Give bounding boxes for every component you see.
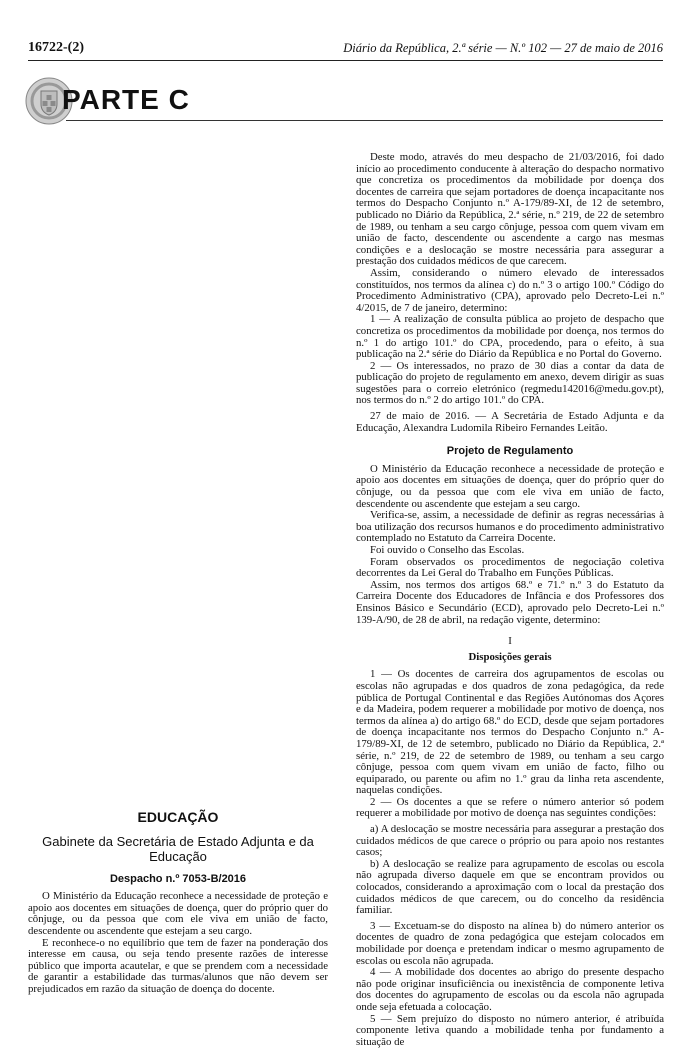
article-subitem: a) A deslocação se mostre necessária para assegurar a prestação dos cuidados médicos de que carece o próprio ou para apoio nos restantes casos; bbox=[356, 823, 664, 859]
running-head: Diário da República, 2.ª série — N.º 102 — 27 de maio de 2016 bbox=[343, 41, 663, 55]
article-paragraph: 4 — A mobilidade dos docentes ao abrigo do presente despacho não pode originar insuficiência ou inexistência de componente letiva dos docentes do agrupamento de escolas ou da escola não agrupada onde seja efetuada a colocação. bbox=[356, 966, 664, 1013]
chapter-title: Disposições gerais bbox=[468, 650, 552, 663]
paragraph: Assim, nos termos dos artigos 68.º e 71.º n.º 3 do Estatuto da Carreira Docente dos Educadores de Infância e dos Professores dos Ensinos Básico e Secundário (ECD), aprovado pelo Decreto-Lei n.º 139-A/90, de 28 de abril, na redação vigente, determino: bbox=[356, 578, 664, 626]
office-heading: Gabinete da Secretária de Estado Adjunta e da Educação bbox=[42, 833, 314, 864]
article-paragraph: 3 — Excetuam-se do disposto na alínea b) do número anterior os docentes de quadro de zona pedagógica que estejam colocados em mobilidade por doença e pretendam indicar o mesmo agrupamento de escolas ou escola não agrupada. bbox=[356, 919, 664, 967]
article-paragraph: 1 — Os docentes de carreira dos agrupamentos de escolas ou escolas não agrupadas e dos quadros de zona pedagógica, da rede pública de Portugal Continental e das Regiões Autónomas dos Açores e da Madeira, podem requerer a mobilidade por motivo de doença, nos termos da alínea a) do artigo 68.º do ECD, desde que sejam portadores de doença incapacitante nos termos do Despacho Conjunto n.º A-179/89-XI, de 12 de setembro, publicado no Diário da República, 2.ª série, n.º 219, de 22 de setembro de 1989, ou tenham a seu cargo cônjuge, pessoa com quem vivam em união de facto, filho ou equiparado, ou parente ou afim no 1.º grau da linha reta ascendente, naquelas condições. bbox=[356, 668, 664, 797]
dispatch-title: Despacho n.º 7053-B/2016 bbox=[109, 872, 247, 885]
project-title: Projeto de Regulamento bbox=[446, 445, 574, 458]
ministry-heading: EDUCAÇÃO bbox=[137, 809, 219, 825]
paragraph: 2 — Os interessados, no prazo de 30 dias a contar da data de publicação do projeto de regulamento em anexo, devem dirigir as suas sugestões para o correio eletrónico (regmedu142016@medu.gov.pt), nos termos do n.º 2 do artigo 101.º do CPA. bbox=[356, 359, 664, 407]
section-title: PARTE C bbox=[62, 84, 190, 115]
paragraph: Foi ouvido o Conselho das Escolas. bbox=[370, 544, 525, 556]
paragraph: Verifica-se, assim, a necessidade de definir as regras necessárias à boa utilização dos recursos humanos e do procedimento administrativo contemplado no Estatuto da Carreira Docente. bbox=[356, 509, 664, 545]
paragraph: Deste modo, através do meu despacho de 21/03/2016, foi dado início ao procedimento conducente à alteração do despacho normativo que concretiza os procedimentos da mobilidade por doença dos docentes de carreira que sejam portadores de doença incapacitante nos termos do Despacho Conjunto n.º A-179/89-XI, de 12 de setembro, publicado no Diário da República, 2.ª série, n.º 219, de 22 de setembro de 1989, ou tenham a seu cargo cônjuge, pessoa com quem vivam em união de facto, descendente ou ascendente a cargo nas mesmas condições e a deslocação se mostre necessária para assegurar a prestação dos cuidados médicos de que carecem. bbox=[356, 151, 664, 268]
left-column bbox=[28, 800, 328, 996]
article-paragraph: 2 — Os docentes a que se refere o número anterior só podem requerer a mobilidade por motivo de doença nas seguintes condições: bbox=[356, 795, 664, 820]
header-rule bbox=[28, 60, 663, 61]
page-number: 16722-(2) bbox=[28, 40, 84, 55]
paragraph: Foram observados os procedimentos de negociação coletiva decorrentes da Lei Geral do Trabalho em Funções Públicas. bbox=[356, 555, 664, 580]
paragraph: O Ministério da Educação reconhece a necessidade de proteção e apoio aos docentes em situações de doença, quer do próprio quer do cônjuge, ou da pessoa que com ele viva em união de facto, descendente ou ascendente que estejam a seu cargo. bbox=[28, 890, 328, 937]
paragraph: 1 — A realização de consulta pública ao projeto de despacho que concretiza os procedimentos da mobilidade por doença, nos termos do n.º 1 do artigo 101.º do CPA, procedendo, para o efeito, à sua publicação na 2.ª série do Diário da República e no Portal do Governo. bbox=[356, 313, 664, 361]
article-paragraph: 5 — Sem prejuízo do disposto no número anterior, é atribuída componente letiva quando a mobilidade tenha por fundamento a situação de bbox=[356, 1012, 664, 1048]
paragraph: E reconhece-o no equilíbrio que tem de fazer na ponderação dos interesse em causa, ou seja tendo presente razões de interesse público que importa acautelar, e que se prendem com a necessidade de garantir a estabilidade das turmas/alunos que não devem ser prejudicados em razão da situação de doença do docente. bbox=[28, 936, 328, 995]
section-rule bbox=[66, 120, 663, 121]
paragraph: O Ministério da Educação reconhece a necessidade de proteção e apoio aos docentes em situações de doença, quer do próprio quer do cônjuge, ou da pessoa que com ele viva em união de facto, descendente ou ascendente que estejam a seu cargo. bbox=[356, 462, 664, 510]
chapter-number: I bbox=[508, 635, 512, 648]
right-column bbox=[356, 152, 664, 1048]
signature: 27 de maio de 2016. — A Secretária de Estado Adjunta e da Educação, Alexandra Ludomila Ribeiro Fernandes Leitão. bbox=[356, 410, 664, 434]
article-subitem: b) A deslocação se realize para agrupamento de escolas ou escola não agrupada diverso daquele em que se encontram providos ou colocados, considerando a aproximação com o local da prestação dos cuidados médicos de que carecem, ou do concelho da residência familiar. bbox=[356, 857, 664, 917]
paragraph: Assim, considerando o número elevado de interessados constituídos, nos termos da alínea c) do n.º 3 o artigo 100.º Código do Procedimento Administrativo (CPA), aprovado pelo Decreto-Lei n.º 4/2015, de 7 de janeiro, determino: bbox=[356, 266, 664, 314]
